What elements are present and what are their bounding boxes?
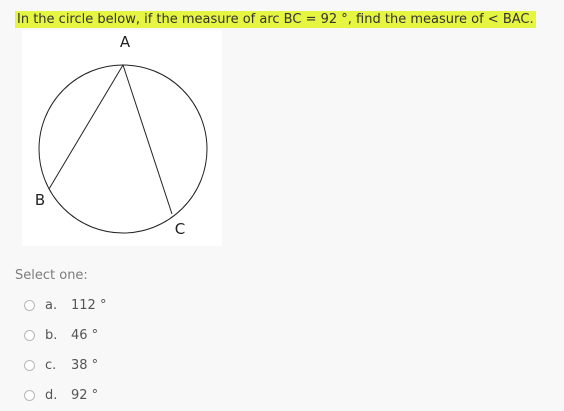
option-d[interactable] [24,380,324,410]
radio-button[interactable] [24,330,35,341]
label-c: C [174,220,186,238]
circle-figure [22,30,222,246]
option-text: 92 ° [71,387,99,403]
option-a[interactable] [24,290,324,320]
option-c[interactable] [24,350,324,380]
chord-ab [49,65,123,189]
option-text: 38 ° [71,357,99,373]
radio-button[interactable] [24,360,35,371]
circle [39,65,207,233]
circle-diagram [22,30,222,246]
radio-button[interactable] [24,390,35,401]
option-text: 46 ° [71,327,99,343]
option-b[interactable] [24,320,324,350]
radio-button[interactable] [24,300,35,311]
option-text: 112 ° [71,297,107,313]
option-letter: b. [45,327,58,343]
question-highlight: In the circle below, if the measure of arc BC = 92 °, find the measure of < BAC. [17,12,534,27]
option-letter: d. [45,387,58,403]
label-a: A [119,33,131,51]
select-one-label: Select one: [15,268,88,283]
chord-ac [123,65,172,214]
option-letter: c. [45,357,57,373]
question-text [15,10,536,30]
label-b: B [34,191,46,209]
option-letter: a. [45,297,58,313]
answer-options [24,290,324,410]
